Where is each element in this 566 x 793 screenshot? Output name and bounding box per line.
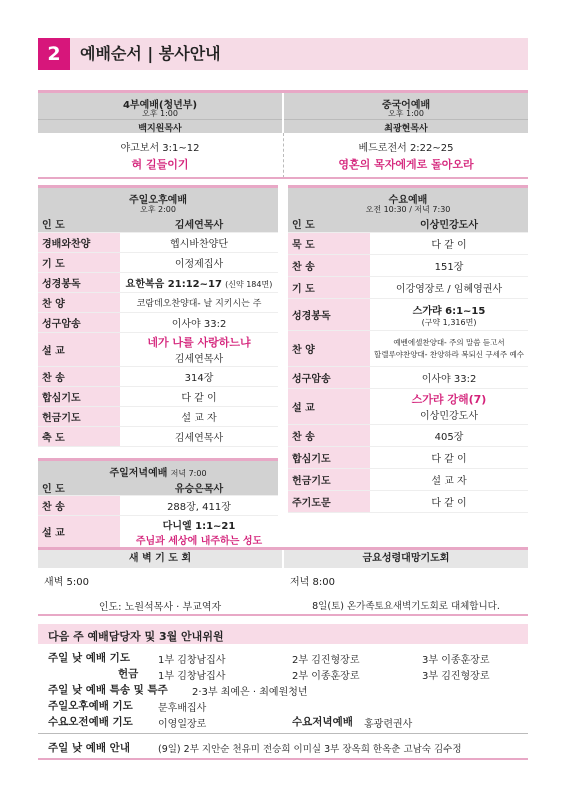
order-note: (구약 1,316면): [421, 317, 477, 327]
order-value: 다 같 이: [431, 240, 467, 251]
chinese-service-name: 중국어예배: [381, 100, 431, 111]
sermon-scripture: 다니엘 1:1~21: [162, 520, 236, 532]
choir-2: 할렐루야찬양대- 찬양하라 복되신 구세주 예수: [374, 349, 524, 359]
order-label: 인 도: [38, 215, 120, 232]
next-label: 주일 낮 예배 특송 및 특주: [48, 684, 168, 696]
order-value: 김세연목사: [174, 433, 224, 444]
next-value: (9일) 2부 지안순 천유미 전승희 이미실 3부 장옥희 한옥춘 고남숙 김수정: [158, 744, 462, 755]
order-row: [38, 407, 278, 427]
order-value: 설 교 자: [181, 413, 217, 424]
order-row: [38, 479, 278, 496]
friday-title: 금요성령대망기도회: [284, 550, 528, 568]
next-divider: [38, 733, 528, 734]
order-value: 다 같 이: [181, 393, 217, 404]
dawn-title: 새 벽 기 도 회: [38, 550, 282, 568]
order-value: 314장: [184, 373, 214, 384]
order-value: 이사야 33:2: [421, 374, 477, 385]
next-value: 1부 김창남집사: [158, 671, 226, 682]
page-bottom-bar: [38, 758, 528, 760]
order-value: 김세연목사: [174, 220, 224, 231]
next-value: 3부 김진형장로: [422, 671, 490, 682]
next-value: 2부 김진형장로: [292, 655, 360, 666]
youth-service-time: 오후 1:00: [142, 109, 178, 118]
next-label: 헌금: [118, 668, 139, 680]
wed-order: [288, 215, 528, 513]
next-value: 문후배집사: [158, 703, 207, 714]
order-row: [288, 255, 528, 277]
wed-time: 오전 10:30 / 저녁 7:30: [365, 205, 451, 214]
sermon-title: 주님과 세상에 내주하는 성도: [135, 535, 263, 547]
order-label: 묵 도: [288, 233, 370, 254]
order-value: 스가랴 6:1~15: [412, 305, 486, 317]
order-row: [288, 491, 528, 513]
sunday-pm-time: 오후 2:00: [140, 205, 176, 214]
order-row: [38, 273, 278, 293]
order-row: [288, 331, 528, 367]
order-row: [38, 516, 278, 548]
order-value: 이정제집사: [174, 259, 224, 270]
order-row: [288, 233, 528, 255]
choir-1: 예벤에셀찬양대- 주의 말씀 듣고서: [393, 337, 505, 347]
next-value: 1부 김창남집사: [158, 655, 226, 666]
next-value: 이영일장로: [158, 719, 207, 730]
order-note: (신약 184면): [225, 280, 273, 289]
youth-scripture: 야고보서 3:1~12: [120, 143, 200, 154]
order-row: [38, 253, 278, 273]
order-value: 요한복음 21:12~17: [125, 279, 222, 290]
order-value: 이강영장로 / 임혜영권사: [395, 284, 503, 295]
section-number: 2: [38, 38, 70, 70]
dawn-leader: 인도: 노원석목사 · 부교역자: [98, 602, 222, 613]
dawn-time: 새벽 5:00: [44, 577, 89, 588]
order-value: 288장, 411장: [167, 502, 231, 513]
youth-service-name: 4부예배(청년부): [122, 100, 198, 111]
order-value: 코람데오찬양대- 날 지키시는 주: [136, 299, 262, 309]
chinese-pastor: 최광현목사: [284, 119, 528, 134]
order-row: [38, 367, 278, 387]
order-row: [38, 387, 278, 407]
order-row: [288, 299, 528, 331]
next-label: 수요오전예배 기도: [48, 716, 133, 728]
order-row: [288, 389, 528, 425]
chinese-service-time: 오후 1:00: [388, 109, 424, 118]
order-row: [38, 215, 278, 233]
next-label: 주일 낮 예배 안내: [48, 742, 130, 754]
next-value: 2·3부 최예은 · 최예원청년: [192, 687, 308, 698]
next-label: 주일오후예배 기도: [48, 700, 133, 712]
order-row: [38, 496, 278, 516]
order-row: [288, 425, 528, 447]
order-label: 헌금기도: [288, 469, 370, 490]
order-label: 인 도: [288, 215, 370, 232]
chinese-sermon: 영혼의 목자에게로 돌아오라: [338, 158, 474, 171]
order-row: [288, 215, 528, 233]
order-label: 찬 송: [38, 367, 120, 386]
next-value: 홍광련권사: [364, 719, 413, 730]
friday-note: 8일(토) 온가족토요새벽기도회로 대체합니다.: [312, 601, 500, 612]
friday-time: 저녁 8:00: [290, 577, 335, 588]
youth-sermon: 혀 길들이기: [131, 158, 189, 171]
order-label: 축 도: [38, 427, 120, 446]
next-label: 수요저녁예배: [292, 716, 353, 728]
order-label: 성구암송: [38, 313, 120, 332]
chinese-scripture: 베드로전서 2:22~25: [358, 143, 454, 154]
sunday-pm-title: 주일오후예배: [129, 195, 187, 206]
sermon-preacher: 이상민강도사: [420, 411, 478, 422]
next-value: 3부 이종훈장로: [422, 655, 490, 666]
sunday-eve-order: [38, 479, 278, 548]
sermon-title: 스가랴 강해(7): [411, 393, 487, 406]
order-row: [288, 277, 528, 299]
order-label: 성경봉독: [288, 299, 370, 330]
sunday-pm-order: [38, 215, 278, 447]
order-value: 헵시바찬양단: [170, 239, 228, 250]
youth-pastor: 백지원목사: [38, 119, 282, 134]
prayer-bottom-bar: [38, 614, 528, 616]
order-value: 유승은목사: [174, 483, 224, 495]
order-row: [38, 233, 278, 253]
order-label: 성구암송: [288, 367, 370, 388]
next-value: 2부 이종훈장로: [292, 671, 360, 682]
order-label: 헌금기도: [38, 407, 120, 426]
order-label: 기 도: [38, 253, 120, 272]
order-value: 이상민강도사: [420, 220, 478, 231]
order-value: 설 교 자: [431, 476, 467, 487]
order-label: 찬 송: [38, 496, 120, 515]
order-label: 찬 송: [288, 255, 370, 276]
order-value: 151장: [434, 262, 464, 273]
wed-title: 수요예배: [388, 195, 428, 206]
order-value: 405장: [434, 432, 464, 443]
order-label: 설 교: [38, 333, 120, 366]
order-label: 성경봉독: [38, 273, 120, 292]
order-row: [38, 333, 278, 367]
order-label: 기 도: [288, 277, 370, 298]
order-label: 경배와찬양: [38, 233, 120, 252]
order-value: 다 같 이: [431, 454, 467, 465]
order-row: [38, 293, 278, 313]
order-value: 이사야 33:2: [171, 319, 227, 330]
sunday-eve-title: 주일저녁예배: [109, 468, 168, 479]
order-label: 주기도문: [288, 491, 370, 512]
section-title: 예배순서 | 봉사안내: [80, 44, 221, 63]
order-label: 설 교: [288, 389, 370, 424]
order-label: 설 교: [38, 516, 120, 547]
next-label: 주일 낮 예배 기도: [48, 652, 130, 664]
order-value: 다 같 이: [431, 498, 467, 509]
next-week-title: 다음 주 예배담당자 및 3월 안내위원: [48, 630, 224, 643]
order-label: 찬 송: [288, 425, 370, 446]
order-row: [288, 469, 528, 491]
order-label: 합심기도: [288, 447, 370, 468]
sermon-preacher: 김세연목사: [174, 354, 224, 365]
order-row: [38, 427, 278, 447]
order-row: [288, 367, 528, 389]
order-label: 찬 양: [38, 293, 120, 312]
order-row: [288, 447, 528, 469]
sunday-eve-time: 저녁 7:00: [170, 469, 207, 478]
order-label: 합심기도: [38, 387, 120, 406]
sermon-title: 네가 나를 사랑하느냐: [147, 336, 251, 349]
top-bottom-divider: [38, 177, 528, 179]
order-row: [38, 313, 278, 333]
order-label: 찬 양: [288, 331, 370, 366]
order-label: 인 도: [38, 479, 120, 495]
